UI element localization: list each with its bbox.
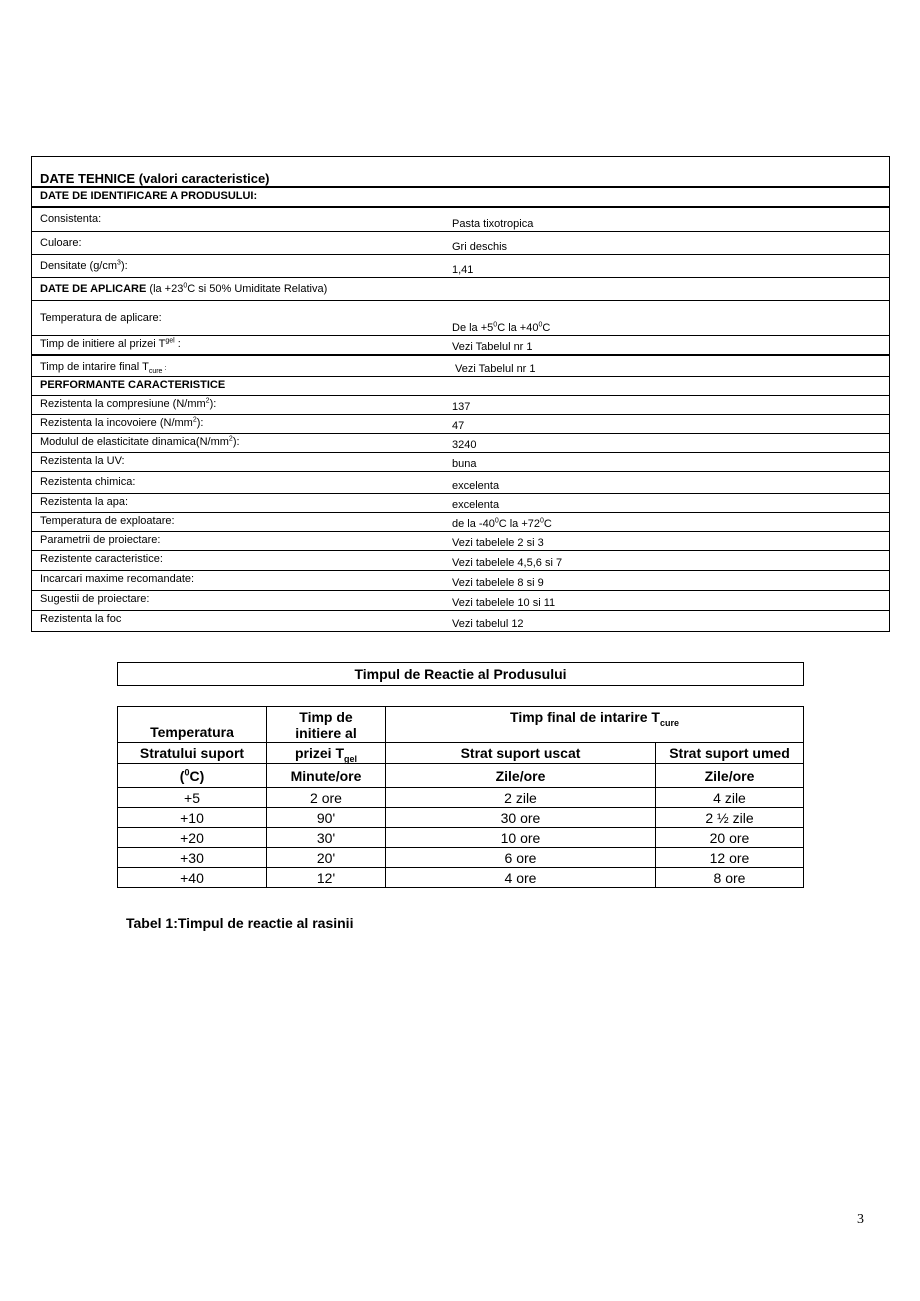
row-label: Timp de intarire final $T_{cure}$ : bbox=[40, 361, 167, 376]
row-value: excelenta bbox=[452, 480, 500, 492]
header-cell: Timp de initiere al bbox=[267, 707, 386, 743]
row-value: Vezi Tabelul nr 1 bbox=[452, 341, 533, 353]
table-row bbox=[118, 848, 804, 868]
row-label: Parametrii de proiectare: bbox=[40, 534, 161, 546]
table-cell: 12' bbox=[267, 868, 386, 888]
table-row bbox=[32, 453, 889, 472]
table-row bbox=[32, 208, 889, 232]
table-row bbox=[32, 494, 889, 513]
reaction-time-table bbox=[117, 706, 804, 888]
row-value: de la $-40^0C$ la $+72^0C$ bbox=[452, 517, 552, 530]
table-row bbox=[32, 472, 889, 494]
table-cell: 4 zile bbox=[656, 788, 804, 808]
table-cell: 12 ore bbox=[656, 848, 804, 868]
table-row bbox=[32, 356, 889, 377]
header-row bbox=[118, 743, 804, 764]
row-label: Rezistenta la compresiune $(N/mm^2)$: bbox=[40, 397, 217, 410]
table-cell: 20 ore bbox=[656, 828, 804, 848]
table-row bbox=[32, 513, 889, 532]
table-row bbox=[32, 415, 889, 434]
table-row bbox=[32, 336, 889, 356]
row-value: 137 bbox=[452, 401, 471, 413]
table-cell: 30 ore bbox=[386, 808, 656, 828]
table-row bbox=[32, 532, 889, 551]
row-value: 3240 bbox=[452, 439, 477, 451]
table-cell: 2 ore bbox=[267, 788, 386, 808]
header-cell: Strat suport umed bbox=[656, 743, 804, 764]
row-value: Pasta tixotropica bbox=[452, 218, 534, 230]
row-label: Sugestii de proiectare: bbox=[40, 593, 150, 605]
page-number: 3 bbox=[857, 1212, 864, 1227]
row-value: Vezi tabelele 8 si 9 bbox=[452, 577, 544, 589]
row-label: Culoare: bbox=[40, 237, 82, 249]
row-label: Rezistenta la foc bbox=[40, 613, 122, 625]
reaction-table-title: Timpul de Reactie al Produsului bbox=[117, 662, 804, 686]
row-label: Incarcari maxime recomandate: bbox=[40, 573, 195, 585]
table-cell: +40 bbox=[118, 868, 267, 888]
table-title-row bbox=[32, 157, 889, 188]
table-row bbox=[32, 571, 889, 591]
section-header bbox=[32, 278, 889, 301]
row-label: Rezistente caracteristice: bbox=[40, 553, 163, 565]
header-cell: prizei $T_{gel}$ bbox=[267, 743, 386, 764]
row-value: Gri deschis bbox=[452, 241, 508, 253]
header-cell: Temperatura bbox=[118, 707, 267, 743]
row-label: Rezistenta la incovoiere $(N/mm^2)$: bbox=[40, 416, 204, 429]
section-header bbox=[32, 188, 889, 208]
table-cell: 90' bbox=[267, 808, 386, 828]
table-cell: +5 bbox=[118, 788, 267, 808]
row-value: Vezi Tabelul nr 1 bbox=[455, 363, 536, 375]
table-row bbox=[32, 611, 889, 631]
table-row bbox=[118, 868, 804, 888]
table-cell: +30 bbox=[118, 848, 267, 868]
table-title: DATE TEHNICE (valori caracteristice) bbox=[40, 171, 270, 186]
row-label: Modulul de elasticitate $dinamica(N/mm^2)$: bbox=[40, 435, 240, 448]
header-cell: Stratului suport bbox=[118, 743, 267, 764]
table-row bbox=[118, 828, 804, 848]
row-label: Timp de initiere al prizei $T^{gel}$ : bbox=[40, 337, 181, 350]
header-cell: Timp final de intarire $T_{cure}$ bbox=[386, 707, 804, 743]
header-cell: ($^0$C) bbox=[118, 764, 267, 788]
row-label: Temperatura de aplicare: bbox=[40, 312, 162, 324]
table-row bbox=[118, 788, 804, 808]
table-row bbox=[32, 301, 889, 336]
table-row bbox=[32, 551, 889, 571]
table-row bbox=[32, 232, 889, 255]
row-value: buna bbox=[452, 458, 477, 470]
table-row bbox=[32, 255, 889, 278]
table-cell: 10 ore bbox=[386, 828, 656, 848]
header-cell: Zile/ore bbox=[656, 764, 804, 788]
row-value: Vezi tabelele 2 si 3 bbox=[452, 537, 544, 549]
table-cell: +10 bbox=[118, 808, 267, 828]
section-header bbox=[32, 377, 889, 396]
row-label: Rezistenta chimica: bbox=[40, 476, 136, 488]
table-row bbox=[32, 591, 889, 611]
row-value: 47 bbox=[452, 420, 465, 432]
table-cell: 6 ore bbox=[386, 848, 656, 868]
row-value: Vezi tabelul 12 bbox=[452, 618, 524, 630]
row-label: Consistenta: bbox=[40, 213, 102, 225]
table-cell: 30' bbox=[267, 828, 386, 848]
table-cell: 8 ore bbox=[656, 868, 804, 888]
row-value: excelenta bbox=[452, 499, 500, 511]
table-cell: 4 ore bbox=[386, 868, 656, 888]
header-row bbox=[118, 707, 804, 743]
table-cell: 2 ½ zile bbox=[656, 808, 804, 828]
table-row bbox=[32, 434, 889, 453]
row-value: 1,41 bbox=[452, 264, 474, 276]
row-label: Rezistenta la apa: bbox=[40, 496, 129, 508]
row-label: Rezistenta la UV: bbox=[40, 455, 125, 467]
table-cell: 20' bbox=[267, 848, 386, 868]
row-value: Vezi tabelele 4,5,6 si 7 bbox=[452, 557, 563, 569]
technical-data-table bbox=[31, 156, 890, 632]
header-cell: Zile/ore bbox=[386, 764, 656, 788]
table-row bbox=[32, 396, 889, 415]
row-label: Densitate $(g/cm^3)$: bbox=[40, 259, 128, 272]
header-cell: Minute/ore bbox=[267, 764, 386, 788]
table-cell: +20 bbox=[118, 828, 267, 848]
header-cell: Strat suport uscat bbox=[386, 743, 656, 764]
section-title: DATE DE APLICARE ($la +23^0C$ si 50% Umiditate Relativa) bbox=[40, 282, 328, 295]
section-title: DATE DE IDENTIFICARE A PRODUSULUI: bbox=[40, 190, 258, 202]
table-caption: Tabel 1:Timpul de reactie al rasinii bbox=[126, 915, 354, 931]
row-label: Temperatura de exploatare: bbox=[40, 515, 175, 527]
section-title: PERFORMANTE CARACTERISTICE bbox=[40, 379, 226, 391]
table-row bbox=[118, 808, 804, 828]
row-value: De la $+5^0C$ la $+40^0C$ bbox=[452, 321, 551, 334]
table-cell: 2 zile bbox=[386, 788, 656, 808]
header-row bbox=[118, 764, 804, 788]
row-value: Vezi tabelele 10 si 11 bbox=[452, 597, 556, 609]
